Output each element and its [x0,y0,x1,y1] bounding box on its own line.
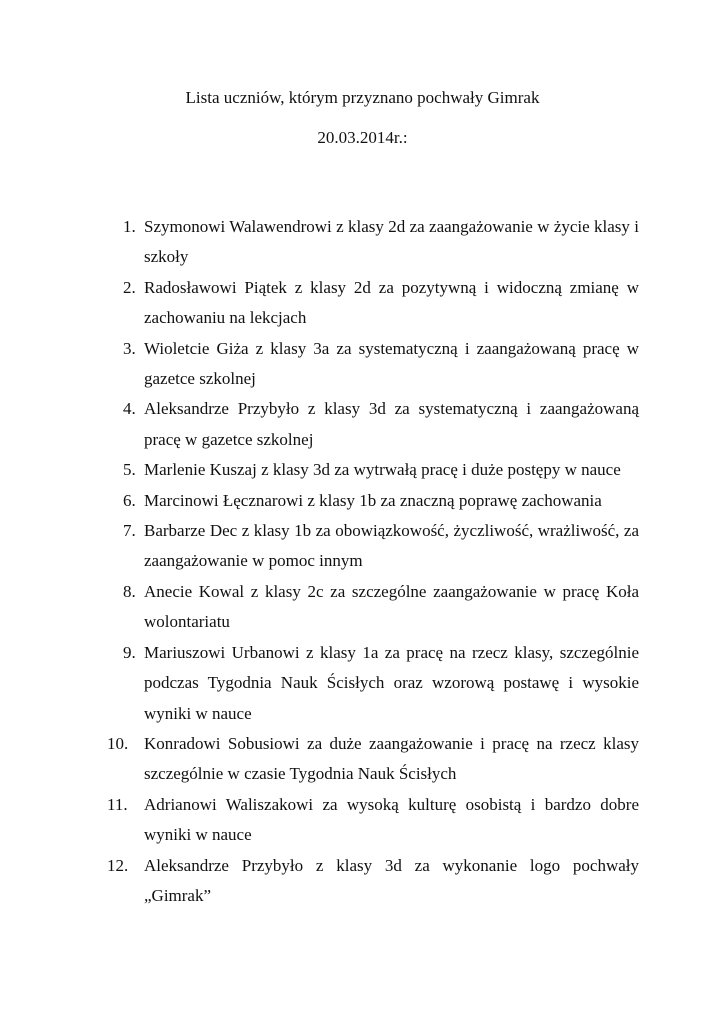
list-item [107,516,639,577]
list-item-text: Wioletcie Giża z klasy 3a za systematyczną i zaangażowaną pracę w gazetce szkolnej [144,338,639,389]
list-item-text: Anecie Kowal z klasy 2c za szczególne zaangażowanie w pracę Koła wolontariatu [144,581,639,632]
list-item-text: Radosławowi Piątek z klasy 2d za pozytywną i widoczną zmianę w zachowaniu na lekcjach [144,277,639,328]
list-item-number: 4. [123,399,136,419]
list-item [107,212,639,273]
awards-list [107,212,639,911]
list-item-number: 11. [107,794,128,814]
list-item-number: 2. [123,277,136,297]
list-item-number: 3. [123,338,136,358]
list-item-text: Adrianowi Waliszakowi za wysoką kulturę osobistą i bardzo dobre wyniki w nauce [144,794,639,845]
list-item-number: 1. [123,217,136,236]
list-item-text: Marcinowi Łęcznarowi z klasy 1b za znaczną poprawę zachowania [144,490,602,510]
list-item [107,729,639,790]
list-item [107,577,639,638]
list-item [107,394,639,455]
list-item-text: Aleksandrze Przybyło z klasy 3d za wykonanie logo pochwały „Gimrak” [144,855,639,905]
list-item [107,638,639,729]
list-item-text: Szymonowi Walawendrowi z klasy 2d za zaangażowanie w życie klasy i szkoły [144,217,639,267]
list-item-text: Aleksandrze Przybyło z klasy 3d za systematyczną i zaangażowaną pracę w gazetce szkolnej [144,399,639,449]
list-item-number: 10. [107,733,129,753]
list-item [107,273,639,334]
list-item-number: 12. [107,855,129,875]
list-item-text: Mariuszowi Urbanowi z klasy 1a za pracę na rzecz klasy, szczególnie podczas Tygodnia Nauk Ścisłych oraz wzorową postawę i wysokie wyniki w nauce [144,642,639,723]
list-item-number: 8. [123,581,136,601]
list-item [107,851,639,912]
list-item-text: Marlenie Kuszaj z klasy 3d za wytrwałą pracę i duże postępy w nauce [144,460,621,480]
list-item-text: Konradowi Sobusiowi za duże zaangażowanie i pracę na rzecz klasy szczególnie w czasie Tygodnia Nauk Ścisłych [144,733,639,784]
list-item [107,790,639,851]
list-item [107,334,639,395]
document-title: Lista uczniów, którym przyznano pochwały Gimrak [185,88,540,107]
list-item [107,455,639,485]
document-date: 20.03.2014r.: [317,128,408,147]
list-item-number: 7. [123,521,136,541]
list-item-number: 5. [123,460,136,480]
list-item-number: 9. [123,642,136,662]
list-item-number: 6. [123,490,136,510]
list-item [107,486,639,516]
list-item-text: Barbarze Dec z klasy 1b za obowiązkowość, życzliwość, wrażliwość, za zaangażowanie w pomoc innym [144,521,639,571]
